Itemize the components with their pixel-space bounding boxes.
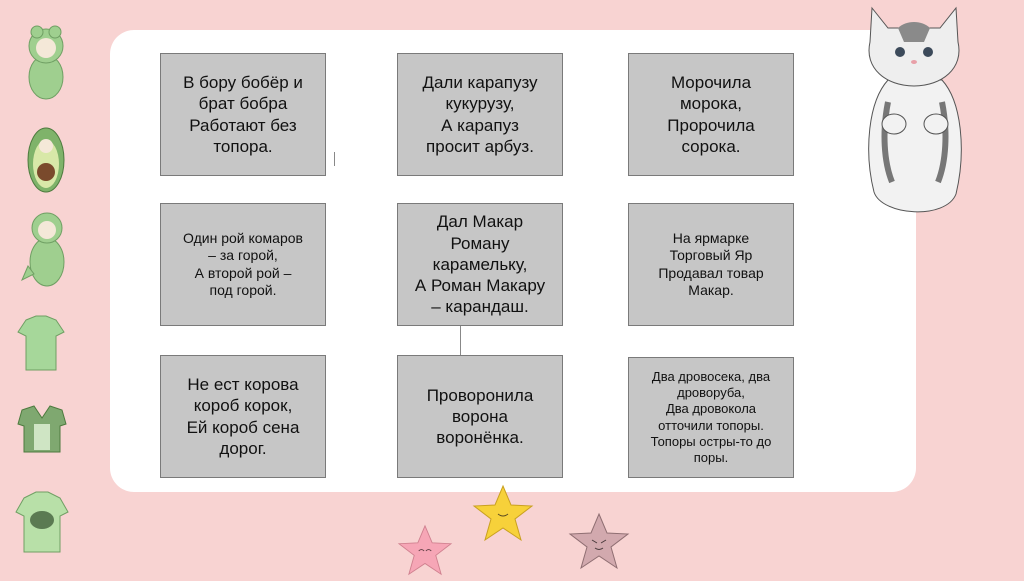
card-text: Дали карапузу кукурузу, А карапуз просит арбуз.	[422, 73, 538, 156]
card-text: На ярмарке Торговый Яр Продавал товар Макар.	[658, 229, 764, 298]
frog-sticker	[20, 22, 72, 107]
card-text: Дал Макар Роману карамельку, А Роман Макару – карандаш.	[414, 212, 546, 317]
plaid-vest-sticker	[16, 404, 68, 459]
green-shirt-sticker	[16, 314, 66, 379]
tongue-twister-card	[628, 203, 794, 326]
tongue-twister-card	[397, 53, 563, 176]
card-text: Морочила морока, Пророчила сорока.	[667, 73, 755, 156]
tongue-twister-card	[160, 355, 326, 478]
dinosaur-sticker	[20, 206, 70, 295]
tongue-twister-card	[160, 203, 326, 326]
tongue-twister-card	[160, 53, 326, 176]
tongue-twister-card	[397, 355, 563, 478]
avocado-sticker	[24, 114, 68, 201]
pink-star-icon	[394, 524, 456, 581]
tongue-twister-card	[397, 203, 563, 326]
card-text: Не ест корова короб корок, Ей короб сена дорог.	[186, 375, 300, 458]
card-text: Проворонила ворона воронёнка.	[426, 385, 534, 448]
cat-icon	[858, 2, 970, 229]
card-text: В бору бобёр и брат бобра Работают без топора.	[183, 73, 303, 156]
tongue-twister-card	[628, 357, 794, 478]
animal-shirt-sticker	[14, 490, 70, 561]
card-text: Один рой комаров – за горой, А второй рой – под горой.	[183, 229, 303, 298]
tongue-twister-card	[628, 53, 794, 176]
card-text: Два дровосека, два дроворуба, Два дровокола отточили топоры. Топоры остры-то до поры.	[650, 368, 772, 465]
mauve-star-icon	[568, 512, 630, 575]
yellow-star-icon	[472, 484, 534, 547]
divider-tick	[334, 152, 335, 166]
